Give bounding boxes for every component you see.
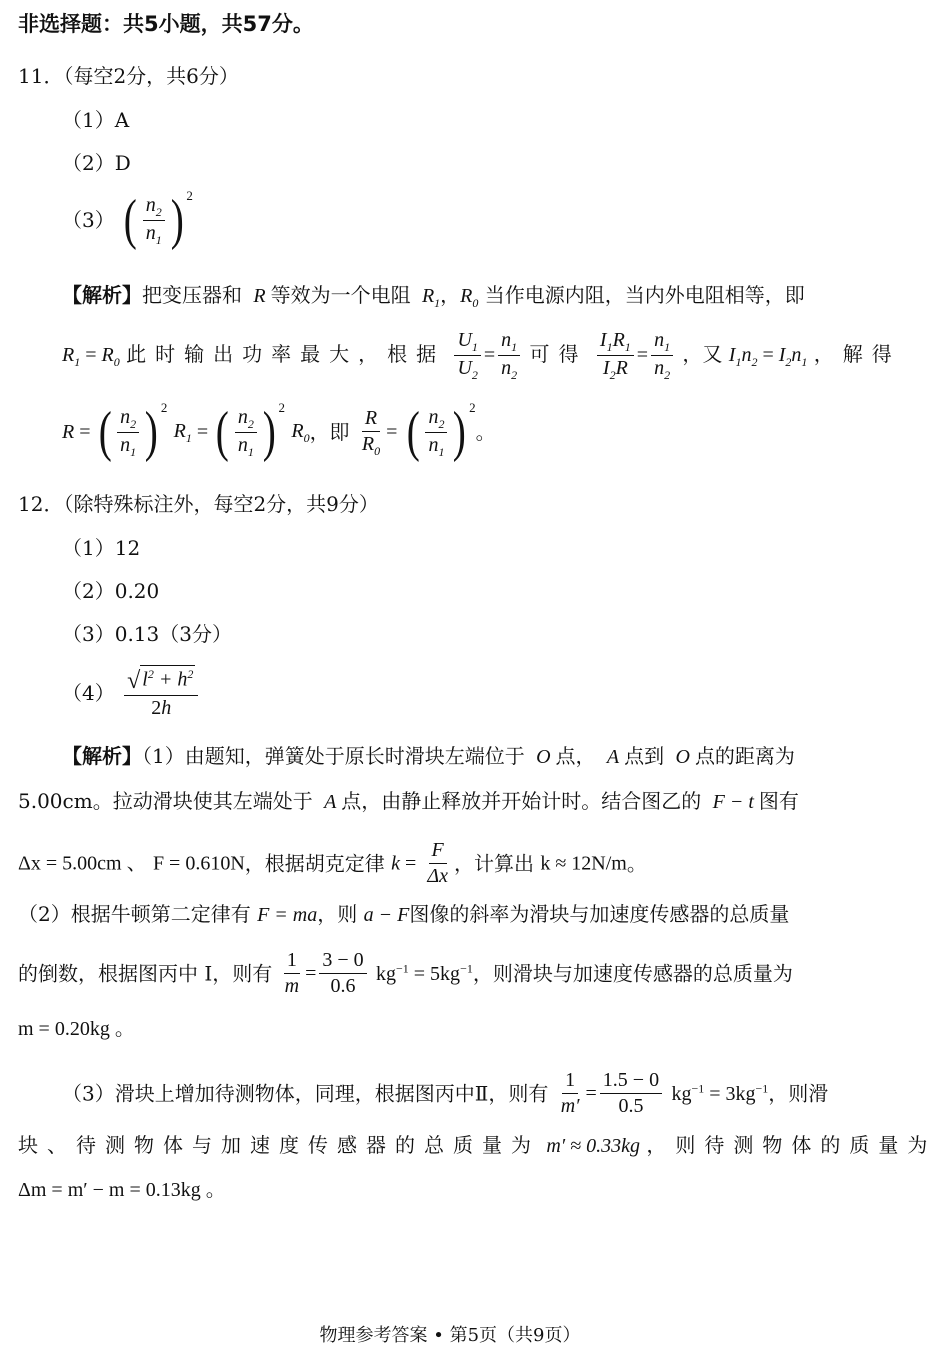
q12-heading: 12．（除特殊标注外，每空2分，共9分）	[18, 492, 379, 516]
q12-analysis-p1-line-3: Δx = 5.00cm 、 F = 0.610N，根据胡克定律 k = $\frac{F}{\Delta x}$ ，计算出 k ≈ 12N/m。	[18, 839, 647, 887]
q11-analysis-text: ，解得	[813, 342, 901, 366]
q11-analysis-text: 等效为一个电阻	[270, 283, 411, 307]
q11-heading: 11．（每空2分，共6分）	[18, 64, 239, 88]
q12-answer-3: （3）0.13（3分）	[62, 622, 232, 646]
q11-analysis-line-1: 【解析】把变压器和 R 等效为一个电阻 $R_1$，$R_0$ 当作电源内阻，当内外电阻相等，即	[62, 283, 805, 310]
q11-analysis-text: 把变压器和	[142, 283, 242, 307]
q12-analysis-text: （2）根据牛顿第二定律有	[18, 902, 251, 926]
q12-analysis-p3-line-2	[18, 1133, 936, 1158]
section-header: 非选择题：共5小题，共57分。	[18, 12, 314, 36]
q12-analysis-text: 5.00cm。拉动滑块使其左端处于	[18, 789, 313, 813]
q12-analysis-text: ，则滑块与加速度传感器的总质量为	[472, 961, 793, 986]
q12-analysis-p2-line-3: m = 0.20kg 。	[18, 1018, 135, 1040]
q12-analysis-text: = 5kg	[408, 962, 461, 985]
q12-analysis-text: ，则	[317, 902, 358, 926]
q11-analysis-text: ，又	[682, 342, 723, 366]
q12-analysis-text: 点的距离为	[694, 744, 795, 768]
q12-analysis-p2-line-2: 的倒数，根据图丙中 I，则有 $\frac{1}{m}$ = $\frac{3 - 0}{0.6}$ $kg^{-1} = 5kg^{-1}$，则滑块与加速度传感器的总质量为	[18, 949, 793, 997]
q12-analysis-text: ，计算出	[453, 851, 534, 876]
q12-analysis-text: 图像的斜率为滑块与加速度传感器的总质量	[409, 902, 790, 926]
q12-analysis-text: 图有	[758, 789, 799, 813]
q12-analysis-text: 。	[626, 851, 647, 876]
q11-answer-3	[62, 188, 193, 251]
q11-analysis-text: 此时输出功率最大，根据	[126, 342, 446, 366]
q11-answer-3-label: （3）	[62, 208, 115, 232]
q12-analysis-text: kg	[376, 962, 396, 985]
q12-analysis-text: k ≈ 12N/m	[540, 852, 627, 875]
q12-answer-2: （2）0.20	[62, 579, 160, 603]
q11-analysis-text: 。	[475, 420, 496, 444]
q11-analysis-text: ，即	[309, 420, 350, 444]
q11-analysis-tag: 【解析】	[62, 283, 142, 307]
q12-analysis-p3-line-3: Δm = m′ − m = 0.13kg 。	[18, 1179, 226, 1201]
q12-answer-4	[62, 665, 201, 721]
q12-analysis-text: 点，	[555, 744, 596, 768]
q12-analysis-text: （3）滑块上增加待测物体，同理，根据图丙中Ⅱ，则有	[62, 1081, 549, 1106]
q12-answer-4-label: （4）	[62, 680, 115, 705]
q12-analysis-text: 点到	[624, 744, 665, 768]
q12-analysis-text: kg	[671, 1082, 692, 1105]
q11-analysis-line-3: R = ( $\frac{n_2}{n_1}$ ) $^2$ $R_1$ = ( $\frac{n_2}{n_1}$ ) $^2$ $R_0$，即 $\frac{R}{R_0}$ = ( $\frac{n_2}{n_1}$ ) $^2$ 。	[62, 400, 496, 463]
q12-analysis-p1-line-1: 【解析】（1）由题知，弹簧处于原长时滑块左端位于 O 点， A 点到 O 点的距离为	[62, 744, 795, 768]
q12-analysis-p3-line-1: （3）滑块上增加待测物体，同理，根据图丙中Ⅱ，则有 $\frac{1}{m'}$ = $\frac{1.5 - 0}{0.5}$ $kg^{-1} = 3kg^{-1}$，则滑	[62, 1069, 829, 1117]
q11-analysis-text: 当作电源内阻，当内外电阻相等，即	[484, 283, 805, 307]
q12-analysis-tag: 【解析】	[62, 744, 142, 768]
q12-analysis-text: 块、待测物体与加速度传感器的总质量为	[18, 1133, 540, 1157]
q11-answer-1: （1）A	[62, 108, 130, 132]
q11-answer-2: （2）D	[62, 151, 131, 175]
q12-analysis-text: ，则待测物体的质量为	[646, 1133, 936, 1157]
q12-analysis-text: F = 0.610N	[152, 852, 245, 875]
q12-analysis-text: = 3kg	[704, 1082, 756, 1105]
page-footer: 物理参考答案 • 第5页（共9页）	[319, 1325, 581, 1346]
q12-analysis-p2-line-1	[18, 902, 789, 927]
q12-analysis-text: ，根据胡克定律	[244, 851, 385, 876]
q12-analysis-p1-line-2: 5.00cm。拉动滑块使其左端处于 A 点，由静止释放并开始计时。结合图乙的 F − t 图有	[18, 789, 799, 813]
q12-analysis-text: 的倒数，根据图丙中 I，则有	[18, 961, 273, 986]
q12-analysis-text: a − F	[363, 904, 410, 926]
q12-analysis-text: m′ ≈ 0.33kg	[546, 1135, 641, 1157]
q11-analysis-line-2: $R_1 = R_0$ 此时输出功率最大，根据 $\frac{U_1}{U_2}$ = $\frac{n_1}{n_2}$ 可得 $\frac{I_1R_1}{I_2R}$ = $\frac{n_1}{n_2}$ ，又 $I_1n_2 = I_2n_1$ ，解得	[62, 329, 901, 382]
q12-answer-1: （1）12	[62, 536, 141, 560]
q12-analysis-text: （1）由题知，弹簧处于原长时滑块左端位于	[142, 744, 525, 768]
q12-analysis-text: Δx = 5.00cm 、	[18, 852, 147, 875]
q12-analysis-text: ，则滑	[768, 1081, 829, 1106]
q12-answer-4-formula: √ $l^2 + h^2$ 2h	[124, 665, 198, 721]
q11-answer-3-formula: ( $\frac{n_2}{n_1}$ ) $^2$	[123, 188, 193, 251]
q12-analysis-text: 点，由静止释放并开始计时。结合图乙的	[341, 789, 702, 813]
q12-analysis-text: F = ma	[257, 904, 318, 926]
q11-analysis-text: 可得	[529, 342, 588, 366]
